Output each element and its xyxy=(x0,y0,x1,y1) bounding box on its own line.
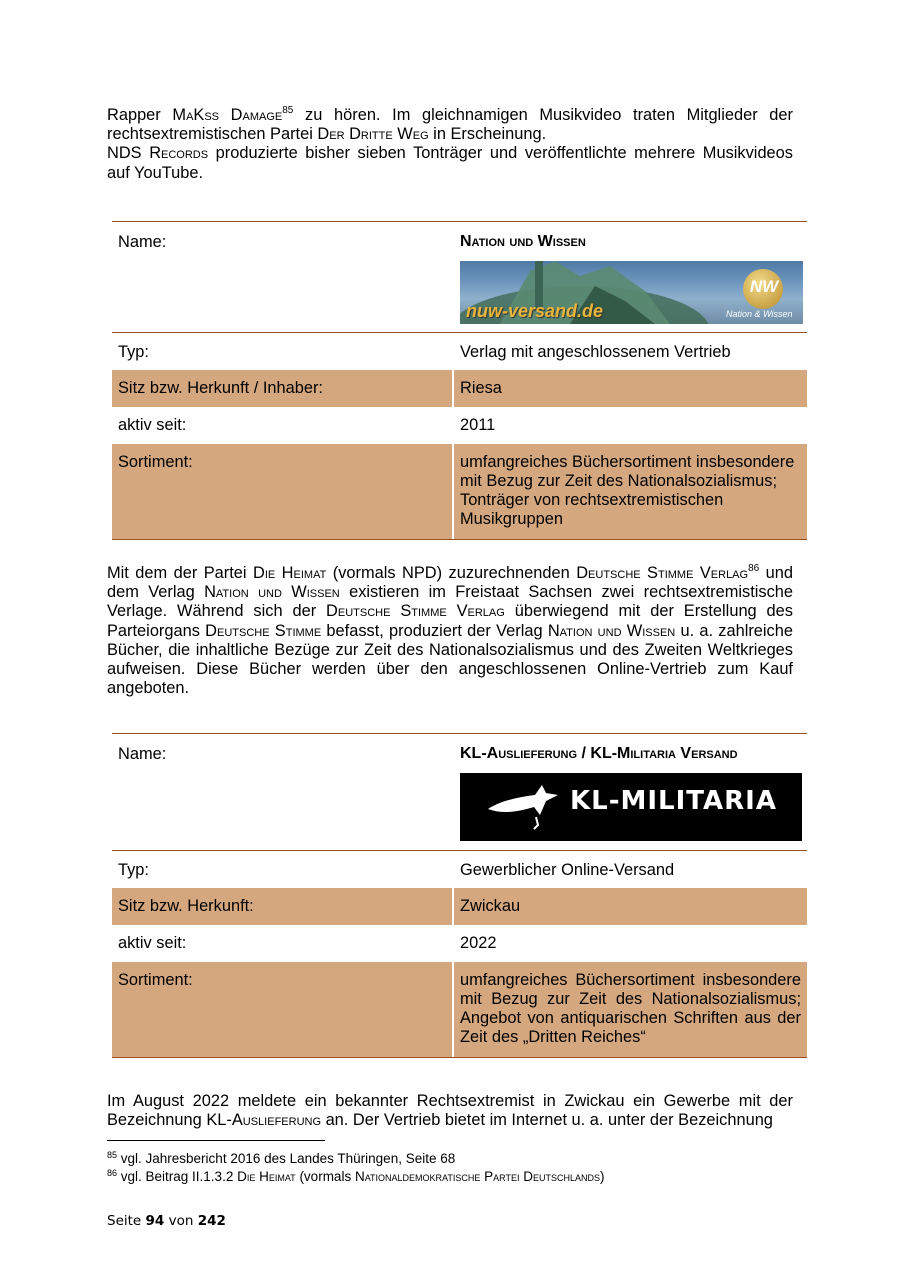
row-label: aktiv seit: xyxy=(118,416,187,434)
text: existieren im Freistaat Sachsen zwei rechtsextremistische Verlage. Während sich der xyxy=(107,583,794,621)
party-name: Die Heimat xyxy=(237,1169,296,1184)
row-label: Sitz bzw. Herkunft: xyxy=(118,897,254,915)
text: in Erscheinung. xyxy=(428,125,547,144)
row-value: Riesa xyxy=(460,379,502,397)
table-row xyxy=(112,444,807,539)
party-name: Der Dritte Weg xyxy=(317,125,429,144)
kl-militaria-logo xyxy=(460,773,802,841)
row-value: Verlag mit angeschlossenem Vertrieb xyxy=(460,343,731,361)
page-number xyxy=(107,1213,226,1229)
row-label: Typ: xyxy=(118,343,149,361)
business-name: Auslieferung xyxy=(231,1111,322,1130)
text: und dem Verlag xyxy=(107,564,793,602)
row-label: Typ: xyxy=(118,861,149,879)
party-name: Die Heimat xyxy=(253,564,327,582)
text: Im August 2022 meldete ein bekannter Rechtsextremist in Zwickau ein Gewerbe mit der Bezeichnung KL- xyxy=(107,1092,793,1130)
text: (vormals NPD) zuzurechnenden xyxy=(326,564,577,582)
table-row xyxy=(112,370,807,407)
name-row xyxy=(112,222,807,332)
table-row xyxy=(112,851,807,888)
final-paragraph xyxy=(107,1092,793,1130)
row-label: Sortiment: xyxy=(118,971,193,989)
footnote-ref-86[interactable]: 86 xyxy=(748,563,760,574)
footnote-text: vgl. Jahresbericht 2016 des Landes Thüringen, Seite 68 xyxy=(117,1151,456,1166)
row-label: Sortiment: xyxy=(118,453,193,471)
footnote-ref-85[interactable]: 85 xyxy=(282,105,294,116)
periodical-name: Deutsche Stimme xyxy=(205,621,322,640)
page-separator: von xyxy=(164,1213,198,1229)
footnote-text: (vormals xyxy=(295,1169,355,1184)
total-pages: 242 xyxy=(197,1213,226,1229)
tagline: Nation & Wissen xyxy=(726,309,793,319)
publisher-name: Deutsche Stimme Verlag xyxy=(326,602,505,621)
text: befasst, produziert der Verlag xyxy=(321,621,548,640)
footnote-85 xyxy=(107,1150,455,1167)
footnote-number: 85 xyxy=(107,1150,118,1160)
footnote-86 xyxy=(107,1168,605,1185)
text: überwiegend mit der Erstellung des Parteiorgans xyxy=(107,602,793,640)
row-label: aktiv seit: xyxy=(118,934,187,952)
footnote-number: 86 xyxy=(107,1168,118,1178)
text: an. Der Vertrieb bietet im Internet u. a. unter der Bezeichnung xyxy=(321,1111,773,1130)
badge-text: NW xyxy=(749,277,779,296)
text: Rapper xyxy=(107,106,173,124)
footnote-text: ) xyxy=(600,1169,605,1184)
table-row xyxy=(112,962,807,1057)
footnote-text: vgl. Beitrag II.1.3.2 xyxy=(117,1169,238,1184)
row-value: Gewerblicher Online-Versand xyxy=(460,861,675,879)
site-text: nuw-versand.de xyxy=(466,301,604,321)
intro-paragraph xyxy=(107,106,793,183)
row-value: Zwickau xyxy=(460,897,521,915)
publisher-name: Nation und Wissen xyxy=(204,583,340,602)
party-name: Nationaldemokratische Partei Deutschlands xyxy=(354,1169,600,1184)
table-row xyxy=(112,333,807,370)
current-page: 94 xyxy=(145,1213,165,1229)
table-row xyxy=(112,925,807,962)
label-name: NDS Records xyxy=(107,144,209,163)
text: zu hören. Im gleichnamigen Musikvideo traten Mitglieder der rechtsextremistischen Partei xyxy=(107,106,794,144)
text: produzierte bisher sieben Tonträger und veröffentlichte mehrere Musikvideos auf YouTube. xyxy=(107,144,793,182)
profile-table-nation-und-wissen xyxy=(112,221,807,540)
logo-text: KL-MILITARIA xyxy=(570,786,777,816)
footnote-separator xyxy=(107,1140,325,1141)
artist-name: MaKss Damage xyxy=(172,106,283,124)
name-row xyxy=(112,734,807,850)
divider xyxy=(112,1057,807,1058)
publisher-name: Nation und Wissen xyxy=(547,621,676,640)
row-value: 2011 xyxy=(460,416,496,434)
name-value: Nation und Wissen xyxy=(460,233,586,250)
page-prefix: Seite xyxy=(107,1213,146,1229)
text: u. a. zahlreiche Bücher, die inhaltliche Bezüge zur Zeit des Nationalsozialismus und des Zweiten Weltkrieges aufweisen. Diese Bücher werden über den angeschlossenen Online-Vertrieb zum Kauf angeboten. xyxy=(107,621,793,698)
row-value: umfangreiches Büchersortiment insbesondere mit Bezug zur Zeit des Nationalsozialismus; Angebot von antiquarischen Schriften aus der Zeit des „Dritten Reiches“ xyxy=(460,971,801,1046)
name-label: Name: xyxy=(118,745,167,763)
middle-paragraph xyxy=(107,564,793,698)
divider xyxy=(112,539,807,540)
table-row xyxy=(112,888,807,925)
row-label: Sitz bzw. Herkunft / Inhaber: xyxy=(118,379,323,397)
row-value: umfangreiches Büchersortiment insbesondere mit Bezug zur Zeit des Nationalsozialismus; Tonträger von rechtsextremistischen Musikgruppen xyxy=(460,453,795,528)
text: Mit dem der Partei xyxy=(107,564,254,582)
name-value: KL-Auslieferung / KL-Militaria Versand xyxy=(460,745,738,762)
row-value: 2022 xyxy=(460,934,497,952)
name-label: Name: xyxy=(118,233,167,251)
nuw-logo xyxy=(460,261,803,324)
table-row xyxy=(112,407,807,444)
profile-table-kl-militaria xyxy=(112,733,807,1058)
publisher-name: Deutsche Stimme Verlag xyxy=(576,564,749,582)
eagle-icon xyxy=(480,773,580,841)
